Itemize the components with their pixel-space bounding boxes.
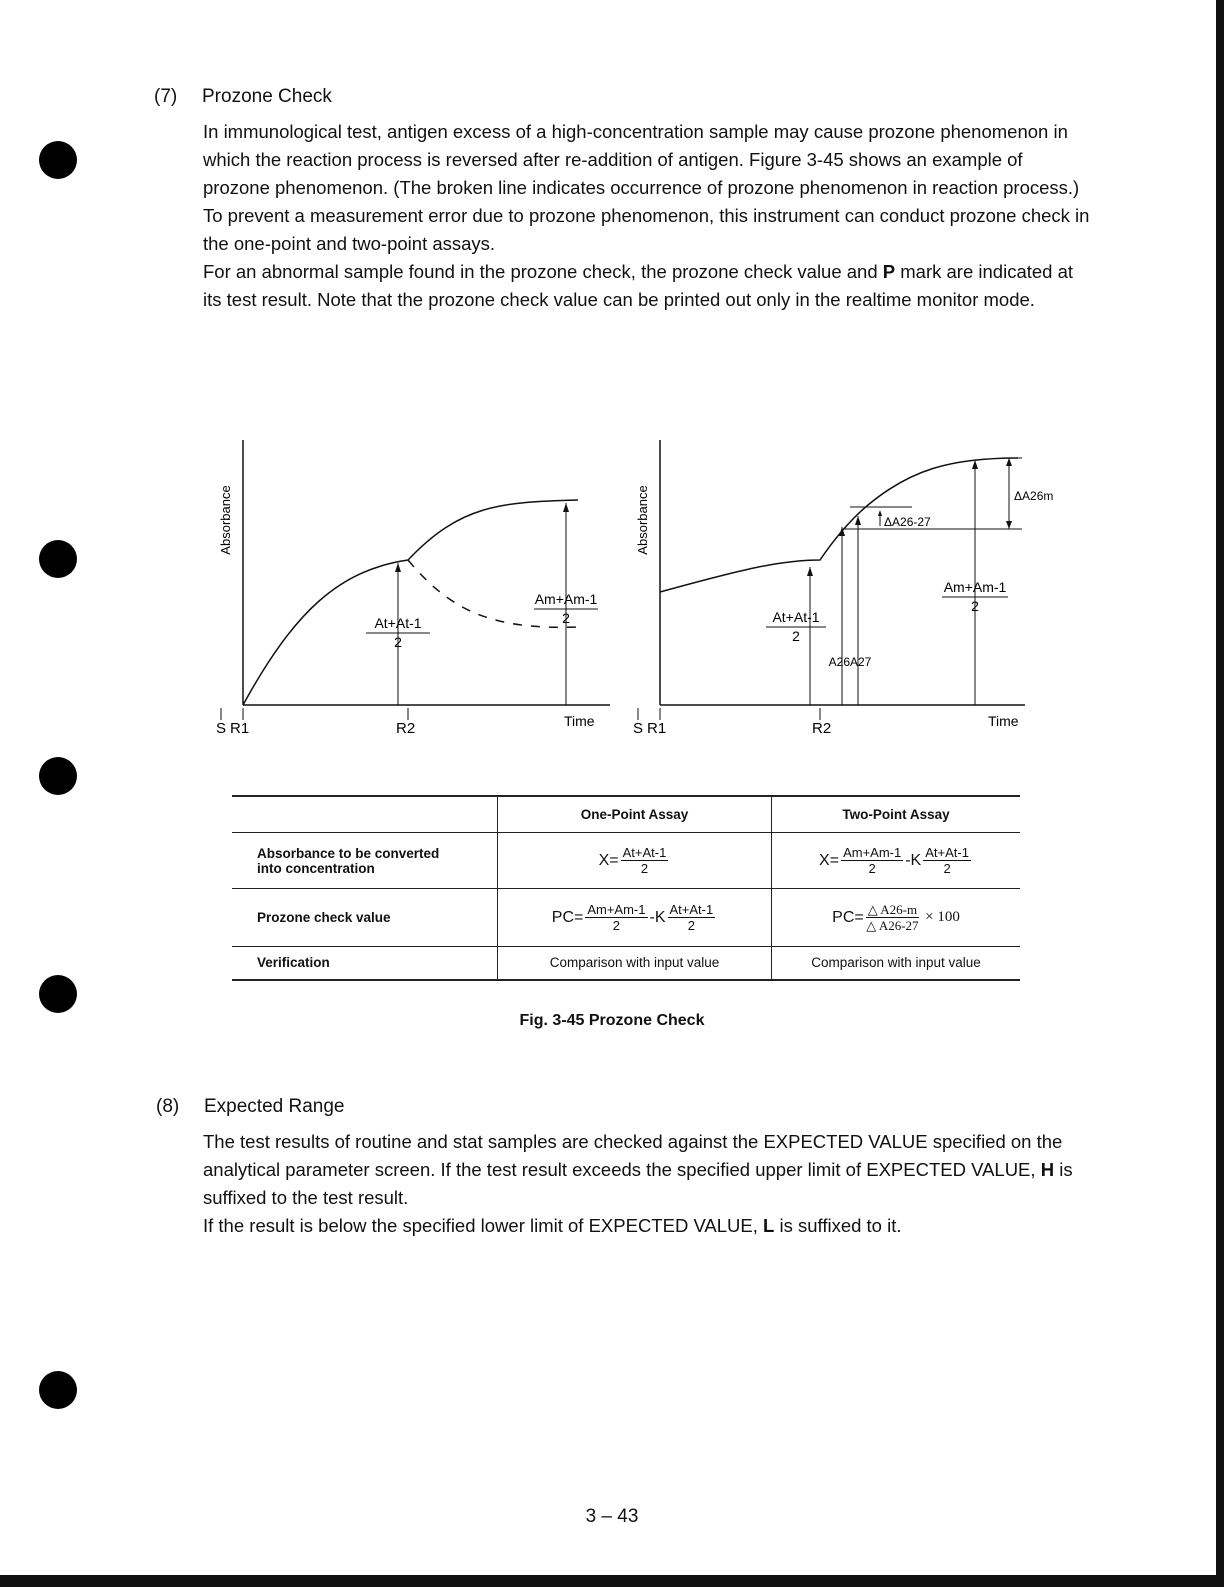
formula-x-two-point: X= $\frac{Am+Am-1}{2}$ -K $\frac{At+At-1}{2}$ xyxy=(772,833,1021,889)
section-7-number: (7) xyxy=(154,86,178,107)
x-axis-label: Time xyxy=(564,713,595,729)
tick-r2: R2 xyxy=(396,720,416,737)
label-am-fraction: Am+Am-1 xyxy=(943,579,1007,595)
binder-hole xyxy=(39,141,77,179)
paragraph: To prevent a measurement error due to prozone phenomenon, this instrument can conduct prozone check in the one-point and two-point assays. xyxy=(203,205,1090,254)
table-row xyxy=(232,947,1020,980)
figure-caption: Fig. 3-45 Prozone Check xyxy=(519,1012,705,1029)
label-am-fraction: Am+Am-1 xyxy=(534,591,598,607)
formula-pc-two-point: PC= $\frac{\triangle A26-m}{\triangle A26-27}$ × 100 xyxy=(772,889,1021,947)
page-edge-bottom xyxy=(0,1575,1224,1587)
page-edge-right xyxy=(1216,0,1224,1587)
label-at-fraction: At+At-1 xyxy=(374,615,422,631)
formula-x-one-point: X= $\frac{At+At-1}{2}$ xyxy=(498,833,772,889)
row-label-verification: Verification xyxy=(232,947,498,980)
formula-pc-one-point: PC= $\frac{Am+Am-1}{2}$ -K $\frac{At+At-1}{2}$ xyxy=(498,889,772,947)
label-a26-a27: A26A27 xyxy=(828,655,872,669)
binder-hole xyxy=(39,540,77,578)
verification-one-point: Comparison with input value xyxy=(498,947,772,980)
tick-s: S xyxy=(633,720,644,737)
row-label-prozone: Prozone check value xyxy=(232,889,498,947)
verification-two-point: Comparison with input value xyxy=(772,947,1021,980)
reaction-curve xyxy=(660,458,1018,592)
prozone-formula-table xyxy=(232,795,1020,981)
label-at-fraction: At+At-1 xyxy=(772,609,820,625)
label-am-denominator: 2 xyxy=(562,610,570,626)
section-8-number: (8) xyxy=(156,1096,180,1117)
label-delta-a26-27: ΔA26-27 xyxy=(884,515,931,529)
row-label-absorbance: Absorbance to be converted into concentration xyxy=(232,833,498,889)
graph-one-point xyxy=(200,430,620,750)
label-at-denominator: 2 xyxy=(792,628,800,644)
reaction-curve xyxy=(243,500,578,705)
page-number: 3 – 43 xyxy=(585,1506,639,1527)
y-axis-label: Absorbance xyxy=(218,485,233,555)
paragraph: If the result is below the specified lower limit of EXPECTED VALUE, L is suffixed to it. xyxy=(203,1215,902,1236)
graph-two-point xyxy=(620,430,1070,750)
paragraph: For an abnormal sample found in the prozone check, the prozone check value and P mark are indicated at its test result. Note that the prozone check value can be printed out only in the realtime monitor mode. xyxy=(203,261,1074,310)
label-am-denominator: 2 xyxy=(971,598,979,614)
paragraph: The test results of routine and stat samples are checked against the EXPECTED VALUE specified on the analytical parameter screen. If the test result exceeds the specified upper limit of EXPECTED VALUE, H is suffixed to the test result. xyxy=(203,1131,1073,1208)
section-7-body xyxy=(203,118,1093,314)
label-at-denominator: 2 xyxy=(394,634,402,650)
tick-r1: R1 xyxy=(230,720,250,737)
table-row xyxy=(232,889,1020,947)
table-header-row xyxy=(232,796,1020,833)
tick-r2: R2 xyxy=(812,720,832,737)
section-7-title: Prozone Check xyxy=(202,86,332,107)
label-delta-a26m: ΔA26m xyxy=(1014,489,1054,503)
y-axis-label: Absorbance xyxy=(635,485,650,555)
binder-hole xyxy=(39,757,77,795)
header-two-point: Two-Point Assay xyxy=(772,796,1021,833)
section-8-title: Expected Range xyxy=(204,1096,345,1117)
binder-hole xyxy=(39,975,77,1013)
section-8-body xyxy=(203,1128,1093,1240)
tick-r1: R1 xyxy=(647,720,667,737)
tick-s: S xyxy=(216,720,227,737)
table-row xyxy=(232,833,1020,889)
x-axis-label: Time xyxy=(988,713,1019,729)
header-one-point: One-Point Assay xyxy=(498,796,772,833)
binder-hole xyxy=(39,1371,77,1409)
paragraph: In immunological test, antigen excess of a high-concentration sample may cause prozone phenomenon in which the reaction process is reversed after re-addition of antigen. Figure 3-45 shows an example of prozone phenomenon. (The broken line indicates occurrence of prozone phenomenon in reaction process.) xyxy=(203,121,1080,198)
